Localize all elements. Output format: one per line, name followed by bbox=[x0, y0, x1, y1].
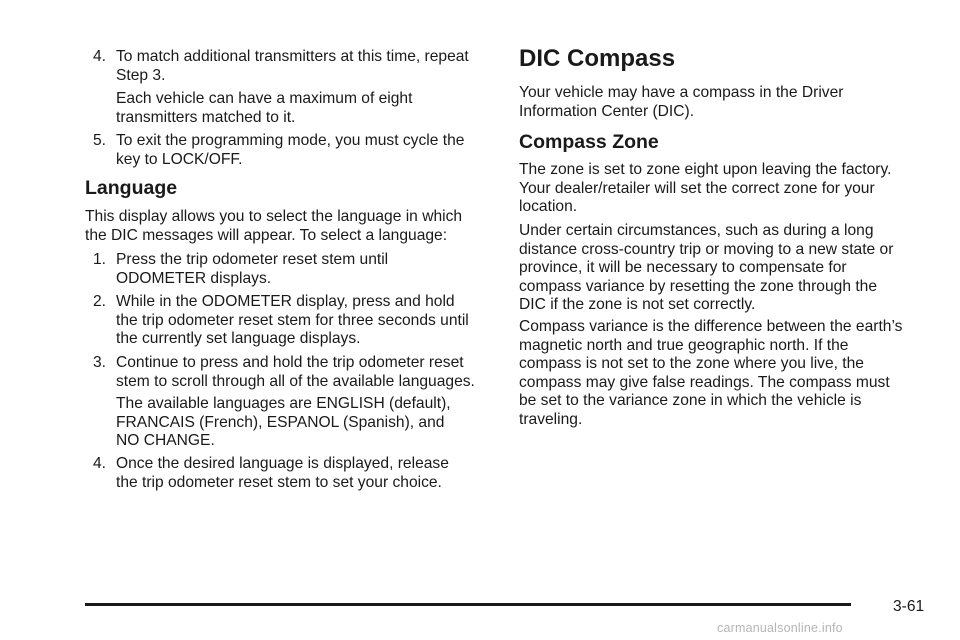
step-number: 2. bbox=[93, 293, 107, 310]
step-text: To exit the programming mode, you must cycle the key to LOCK/OFF. bbox=[116, 132, 465, 168]
step-number: 3. bbox=[93, 354, 107, 371]
available-languages-note: The available languages are ENGLISH (default), FRANCAIS (French), ESPANOL (Spanish), and NO CHANGE. bbox=[116, 395, 451, 449]
step-text: While in the ODOMETER display, press and hold the trip odometer reset stem for three seconds until the currently set language displays. bbox=[116, 293, 469, 347]
compass-zone-heading: Compass Zone bbox=[519, 131, 659, 153]
step-number: 5. bbox=[93, 132, 107, 149]
step-number: 4. bbox=[93, 455, 107, 472]
dic-compass-heading: DIC Compass bbox=[519, 45, 676, 72]
zone-factory-paragraph: The zone is set to zone eight upon leaving the factory. Your dealer/retailer will set the correct zone for your location. bbox=[519, 161, 892, 215]
footer-rule bbox=[85, 603, 851, 606]
transmitter-limit-note: Each vehicle can have a maximum of eight transmitters matched to it. bbox=[116, 90, 413, 126]
language-heading: Language bbox=[85, 177, 178, 199]
compass-intro: Your vehicle may have a compass in the Driver Information Center (DIC). bbox=[519, 84, 844, 120]
language-step-4 bbox=[85, 455, 495, 492]
step-5-exit-programming bbox=[85, 132, 495, 169]
step-text: Continue to press and hold the trip odometer reset stem to scroll through all of the available languages. bbox=[116, 354, 475, 390]
language-step-2 bbox=[85, 293, 495, 349]
step-number: 1. bbox=[93, 251, 107, 268]
step-4-match-transmitters bbox=[85, 48, 495, 85]
page-number: 3-61 bbox=[893, 598, 925, 615]
compass-variance-circumstances-paragraph: Under certain circumstances, such as during a long distance cross-country trip or moving to a new state or province, it will be necessary to compensate for compass variance by resetting the zone through the DIC if the zone is not set correctly. bbox=[519, 222, 894, 313]
step-text: Press the trip odometer reset stem until ODOMETER displays. bbox=[116, 251, 389, 287]
step-text: Once the desired language is displayed, release the trip odometer reset stem to set your choice. bbox=[116, 455, 449, 491]
language-step-1 bbox=[85, 251, 495, 288]
language-step-3 bbox=[85, 354, 495, 391]
compass-variance-definition-paragraph: Compass variance is the difference between the earth’s magnetic north and true geographic north. If the compass is not set to the zone where you live, the compass may give false readings. The compass must be set to the variance zone in which the vehicle is traveling. bbox=[519, 318, 903, 428]
watermark: carmanualsonline.info bbox=[717, 621, 843, 635]
step-text: To match additional transmitters at this time, repeat Step 3. bbox=[116, 48, 469, 84]
language-intro: This display allows you to select the language in which the DIC messages will appear. To select a language: bbox=[85, 208, 463, 244]
step-number: 4. bbox=[93, 48, 107, 65]
